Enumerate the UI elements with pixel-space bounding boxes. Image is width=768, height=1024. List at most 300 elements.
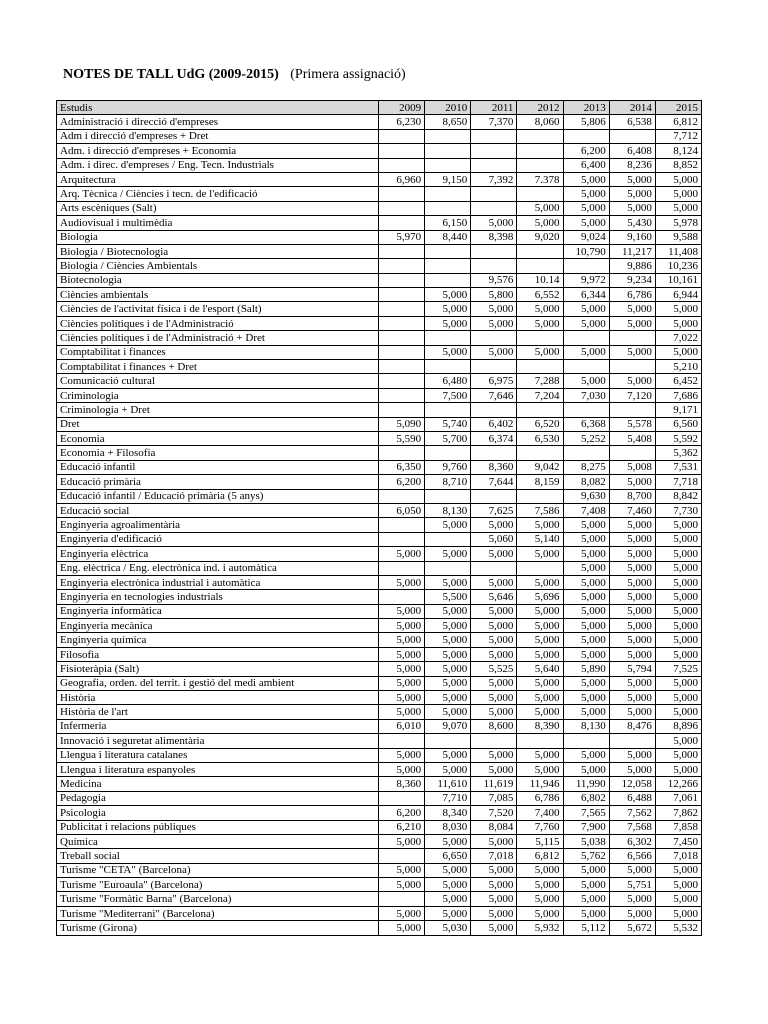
table-row (57, 230, 702, 244)
grade-cell: 5,000 (378, 921, 424, 935)
table-row (57, 647, 702, 661)
grade-cell: 5,890 (563, 662, 609, 676)
grade-cell (517, 244, 563, 258)
grade-cell: 5,000 (609, 187, 655, 201)
grade-cell (378, 446, 424, 460)
grade-cell: 5,000 (563, 604, 609, 618)
grade-cell: 5,000 (425, 604, 471, 618)
grade-cell: 6,200 (563, 144, 609, 158)
study-name-cell: Ciències polítiques i de l'Administració + Dret (57, 331, 379, 345)
grade-cell: 8,236 (609, 158, 655, 172)
grade-cell: 5,000 (471, 647, 517, 661)
study-name-cell: Dret (57, 417, 379, 431)
table-row (57, 273, 702, 287)
grade-cell: 6,050 (378, 503, 424, 517)
grade-cell: 9,160 (609, 230, 655, 244)
grade-cell: 5,000 (609, 532, 655, 546)
grade-cell: 5,000 (655, 172, 701, 186)
study-name-cell: Administració i direcció d'empreses (57, 115, 379, 129)
grade-cell (378, 561, 424, 575)
grade-cell: 5,000 (378, 676, 424, 690)
grade-cell: 11,408 (655, 244, 701, 258)
grade-cell: 5,000 (563, 345, 609, 359)
grade-cell (425, 273, 471, 287)
grade-cell: 5,000 (563, 906, 609, 920)
grade-cell: 5,592 (655, 431, 701, 445)
grade-cell: 9,042 (517, 460, 563, 474)
study-name-cell: Història de l'art (57, 705, 379, 719)
grade-cell: 5,740 (425, 417, 471, 431)
grade-cell: 5,000 (425, 575, 471, 589)
grade-cell: 6,350 (378, 460, 424, 474)
grade-cell (471, 360, 517, 374)
grade-cell (378, 590, 424, 604)
grade-cell: 7,562 (609, 806, 655, 820)
table-row (57, 691, 702, 705)
grade-cell: 7,392 (471, 172, 517, 186)
study-name-cell: Turisme "Euroaula" (Barcelona) (57, 878, 379, 892)
study-name-cell: Història (57, 691, 379, 705)
grade-cell: 5,000 (425, 834, 471, 848)
table-row (57, 748, 702, 762)
table-row (57, 705, 702, 719)
grade-cell: 5,000 (425, 906, 471, 920)
grade-cell (517, 158, 563, 172)
grade-cell (425, 144, 471, 158)
grade-cell: 6,200 (378, 475, 424, 489)
grade-cell (425, 360, 471, 374)
document-title-line (63, 67, 406, 83)
grade-cell: 7,061 (655, 791, 701, 805)
grade-cell: 5,000 (563, 619, 609, 633)
grade-cell (517, 561, 563, 575)
grade-cell: 5,000 (425, 547, 471, 561)
study-name-cell: Criminologia (57, 388, 379, 402)
grade-cell: 5,000 (471, 906, 517, 920)
grade-cell (378, 388, 424, 402)
grade-cell: 5,000 (609, 547, 655, 561)
grade-cell: 8,130 (563, 719, 609, 733)
grade-cell: 5,762 (563, 849, 609, 863)
grade-cell: 5,578 (609, 417, 655, 431)
study-name-cell: Arts escèniques (Salt) (57, 201, 379, 215)
grade-cell (378, 201, 424, 215)
table-row (57, 532, 702, 546)
grade-cell: 5,000 (609, 561, 655, 575)
grade-cell: 7,644 (471, 475, 517, 489)
grade-cell (378, 259, 424, 273)
grade-cell: 11,990 (563, 777, 609, 791)
grade-cell: 5,000 (517, 705, 563, 719)
column-header-year: 2012 (517, 101, 563, 115)
grade-cell: 10,790 (563, 244, 609, 258)
grade-cell: 8,275 (563, 460, 609, 474)
study-name-cell: Biologia (57, 230, 379, 244)
grade-cell: 6,802 (563, 791, 609, 805)
grade-cell: 9,588 (655, 230, 701, 244)
grade-cell: 5,000 (655, 878, 701, 892)
table-row (57, 503, 702, 517)
grade-cell: 7,525 (655, 662, 701, 676)
grade-cell: 5,000 (563, 561, 609, 575)
grade-cell: 5,000 (378, 878, 424, 892)
study-name-cell: Arq. Tècnica / Ciències i tecn. de l'edificació (57, 187, 379, 201)
grade-cell: 5,000 (517, 547, 563, 561)
grade-cell: 9,150 (425, 172, 471, 186)
grade-cell: 9,234 (609, 273, 655, 287)
grade-cell (425, 244, 471, 258)
study-name-cell: Enginyeria en tecnologies industrials (57, 590, 379, 604)
table-row (57, 345, 702, 359)
grade-cell: 5,978 (655, 216, 701, 230)
grade-cell: 5,000 (609, 201, 655, 215)
grade-cell: 5,000 (517, 892, 563, 906)
grade-cell: 6,944 (655, 288, 701, 302)
grade-cell: 5,000 (655, 633, 701, 647)
grade-cell (378, 216, 424, 230)
study-name-cell: Enginyeria química (57, 633, 379, 647)
grade-cell: 5,000 (471, 518, 517, 532)
grade-cell: 5,000 (563, 374, 609, 388)
grade-cell: 5,800 (471, 288, 517, 302)
grade-cell: 7.378 (517, 172, 563, 186)
grade-cell: 6,010 (378, 719, 424, 733)
grade-cell (609, 129, 655, 143)
grade-cell: 7,030 (563, 388, 609, 402)
grade-cell (425, 129, 471, 143)
study-name-cell: Ciències polítiques i de l'Administració (57, 316, 379, 330)
grade-cell: 8,124 (655, 144, 701, 158)
grade-cell: 5,000 (563, 172, 609, 186)
table-row (57, 518, 702, 532)
study-name-cell: Turisme "CETA" (Barcelona) (57, 863, 379, 877)
grade-cell: 5,000 (655, 201, 701, 215)
grade-cell: 5,030 (425, 921, 471, 935)
grade-cell: 5,700 (425, 431, 471, 445)
grade-cell: 7,408 (563, 503, 609, 517)
grade-cell: 5,000 (425, 762, 471, 776)
table-row (57, 849, 702, 863)
grade-cell: 5,000 (471, 345, 517, 359)
grade-cell: 5,000 (563, 575, 609, 589)
grade-cell: 7,565 (563, 806, 609, 820)
grade-cell: 6,560 (655, 417, 701, 431)
table-row (57, 676, 702, 690)
grade-cell: 5,252 (563, 431, 609, 445)
grade-cell: 8,360 (378, 777, 424, 791)
grade-cell: 5,590 (378, 431, 424, 445)
grade-cell (517, 489, 563, 503)
grade-cell: 6,452 (655, 374, 701, 388)
grade-cell: 6,650 (425, 849, 471, 863)
grade-cell: 9,886 (609, 259, 655, 273)
study-name-cell: Innovació i seguretat alimentària (57, 734, 379, 748)
grade-cell: 6,488 (609, 791, 655, 805)
table-row (57, 878, 702, 892)
grade-cell (378, 144, 424, 158)
grade-cell: 5,000 (517, 604, 563, 618)
study-name-cell: Turisme "Mediterrani" (Barcelona) (57, 906, 379, 920)
grade-cell: 8,852 (655, 158, 701, 172)
grade-cell (378, 331, 424, 345)
grade-cell (378, 734, 424, 748)
grade-cell: 5,000 (517, 575, 563, 589)
study-name-cell: Comunicació cultural (57, 374, 379, 388)
grade-cell: 5,000 (609, 374, 655, 388)
grade-cell: 5,000 (655, 345, 701, 359)
grade-cell: 5,000 (609, 590, 655, 604)
grade-cell: 5,408 (609, 431, 655, 445)
grade-cell: 5,000 (517, 302, 563, 316)
table-row (57, 921, 702, 935)
grade-cell: 5,000 (563, 633, 609, 647)
grade-cell (517, 144, 563, 158)
grade-cell: 5,000 (425, 878, 471, 892)
grade-cell: 5,000 (517, 878, 563, 892)
grade-cell (517, 446, 563, 460)
grade-cell: 5,000 (425, 748, 471, 762)
grade-cell (425, 259, 471, 273)
grade-cell (609, 734, 655, 748)
grade-cell: 5,140 (517, 532, 563, 546)
grade-cell: 6,530 (517, 431, 563, 445)
grade-cell: 5,000 (378, 547, 424, 561)
study-name-cell: Educació infantil / Educació primària (5 anys) (57, 489, 379, 503)
study-name-cell: Economia (57, 431, 379, 445)
grade-cell: 5,000 (609, 575, 655, 589)
grade-cell (563, 331, 609, 345)
grade-cell: 5,000 (378, 662, 424, 676)
grade-cell: 6,408 (609, 144, 655, 158)
grade-cell: 5,000 (378, 762, 424, 776)
grade-cell: 5,000 (517, 518, 563, 532)
table-row (57, 403, 702, 417)
study-name-cell: Comptabilitat i finances (57, 345, 379, 359)
table-row (57, 115, 702, 129)
grade-cell: 5,000 (378, 906, 424, 920)
grade-cell: 5,000 (609, 633, 655, 647)
grade-cell: 5,000 (563, 863, 609, 877)
grade-cell (471, 187, 517, 201)
grade-cell (517, 331, 563, 345)
table-row (57, 806, 702, 820)
grade-cell: 5,000 (563, 878, 609, 892)
table-row (57, 777, 702, 791)
table-row (57, 561, 702, 575)
study-name-cell: Fisioteràpia (Salt) (57, 662, 379, 676)
grade-cell: 7,730 (655, 503, 701, 517)
grade-cell: 5,806 (563, 115, 609, 129)
grade-cell: 6,520 (517, 417, 563, 431)
column-header-year: 2011 (471, 101, 517, 115)
study-name-cell: Llengua i literatura espanyoles (57, 762, 379, 776)
table-row (57, 604, 702, 618)
grade-cell: 5,000 (517, 633, 563, 647)
grade-cell: 6,786 (609, 288, 655, 302)
grade-cell: 5,000 (378, 575, 424, 589)
grade-cell: 11,946 (517, 777, 563, 791)
study-name-cell: Adm i direcció d'empreses + Dret (57, 129, 379, 143)
study-name-cell: Psicologia (57, 806, 379, 820)
grade-cell: 7,625 (471, 503, 517, 517)
grade-cell (471, 144, 517, 158)
grade-cell: 5,000 (378, 705, 424, 719)
grade-cell: 5,000 (517, 863, 563, 877)
grade-cell: 5,000 (609, 475, 655, 489)
study-name-cell: Medicina (57, 777, 379, 791)
grade-cell (517, 360, 563, 374)
grade-cell: 5,000 (655, 316, 701, 330)
header-row (57, 101, 702, 115)
grade-cell (378, 489, 424, 503)
grade-cell: 6,538 (609, 115, 655, 129)
grade-cell: 10.14 (517, 273, 563, 287)
grade-cell (471, 201, 517, 215)
grade-cell: 8,842 (655, 489, 701, 503)
study-name-cell: Turisme (Girona) (57, 921, 379, 935)
study-name-cell: Geografia, orden. del territ. i gestió del medi ambient (57, 676, 379, 690)
grade-cell: 7,858 (655, 820, 701, 834)
table-row (57, 719, 702, 733)
grade-cell (471, 158, 517, 172)
grade-cell: 5,000 (517, 762, 563, 776)
grade-cell: 5,000 (471, 762, 517, 776)
grade-cell: 6,344 (563, 288, 609, 302)
table-row (57, 475, 702, 489)
grade-cell (563, 360, 609, 374)
grade-cell (609, 331, 655, 345)
grade-cell: 7,018 (471, 849, 517, 863)
grade-cell: 5,000 (609, 345, 655, 359)
grade-cell: 5,000 (471, 748, 517, 762)
grade-cell: 5,000 (378, 863, 424, 877)
grade-cell: 6,480 (425, 374, 471, 388)
grade-cell: 5,115 (517, 834, 563, 848)
grade-cell: 5,000 (609, 647, 655, 661)
grade-cell: 5,000 (609, 892, 655, 906)
grade-cell (563, 129, 609, 143)
grade-cell: 7,862 (655, 806, 701, 820)
grade-cell: 9,972 (563, 273, 609, 287)
grade-cell (609, 446, 655, 460)
grade-cell: 5,000 (425, 647, 471, 661)
table-row (57, 762, 702, 776)
grade-cell: 5,000 (655, 691, 701, 705)
table-row (57, 489, 702, 503)
grade-cell: 5,000 (609, 518, 655, 532)
study-name-cell: Enginyeria d'edificació (57, 532, 379, 546)
grade-cell: 7,760 (517, 820, 563, 834)
grade-cell (563, 259, 609, 273)
grade-cell: 5,000 (563, 518, 609, 532)
grade-cell: 6,552 (517, 288, 563, 302)
grade-cell: 6,200 (378, 806, 424, 820)
grade-cell: 5,000 (563, 547, 609, 561)
grade-cell: 6,960 (378, 172, 424, 186)
grade-cell: 5,000 (655, 676, 701, 690)
grade-cell: 8,030 (425, 820, 471, 834)
grade-cell: 9,576 (471, 273, 517, 287)
table-row (57, 834, 702, 848)
grade-cell: 7,450 (655, 834, 701, 848)
grade-cell: 5,000 (563, 647, 609, 661)
grade-cell (425, 561, 471, 575)
grade-cell: 5,000 (517, 201, 563, 215)
grade-cell (378, 345, 424, 359)
grade-cell: 5,000 (655, 575, 701, 589)
grade-cell: 5,000 (655, 547, 701, 561)
grade-cell: 5,000 (471, 676, 517, 690)
grade-cell: 5,000 (609, 676, 655, 690)
study-name-cell: Audiovisual i multimèdia (57, 216, 379, 230)
grade-cell: 5,000 (471, 302, 517, 316)
grade-cell: 5,000 (378, 604, 424, 618)
grade-cell: 8,340 (425, 806, 471, 820)
grade-cell: 6,302 (609, 834, 655, 848)
column-header-year: 2009 (378, 101, 424, 115)
grade-cell: 8,440 (425, 230, 471, 244)
grade-cell: 5,000 (471, 863, 517, 877)
grade-cell (378, 187, 424, 201)
grade-cell: 5,646 (471, 590, 517, 604)
table-header (57, 101, 702, 115)
grade-cell: 5,000 (609, 316, 655, 330)
table-row (57, 388, 702, 402)
grade-cell: 5,000 (563, 187, 609, 201)
grade-cell: 5,000 (563, 201, 609, 215)
study-name-cell: Química (57, 834, 379, 848)
grade-cell: 5,000 (425, 518, 471, 532)
grade-cell: 5,000 (517, 748, 563, 762)
study-name-cell: Comptabilitat i finances + Dret (57, 360, 379, 374)
study-name-cell: Biologia / Ciències Ambientals (57, 259, 379, 273)
grade-cell (425, 532, 471, 546)
grade-cell: 8,476 (609, 719, 655, 733)
grade-cell: 5,008 (609, 460, 655, 474)
table-row (57, 259, 702, 273)
grade-cell: 7,400 (517, 806, 563, 820)
grade-cell: 7,520 (471, 806, 517, 820)
grade-cell: 5,000 (609, 748, 655, 762)
grade-cell: 12,266 (655, 777, 701, 791)
grade-cell: 5,000 (378, 647, 424, 661)
grade-cell: 9,070 (425, 719, 471, 733)
grade-cell: 5,000 (471, 892, 517, 906)
grade-cell: 5,000 (378, 619, 424, 633)
grade-cell: 9,020 (517, 230, 563, 244)
study-name-cell: Criminologia + Dret (57, 403, 379, 417)
grade-cell: 5,038 (563, 834, 609, 848)
grade-cell (378, 374, 424, 388)
grade-cell: 5,000 (609, 863, 655, 877)
grade-cell: 8,060 (517, 115, 563, 129)
grade-cell (425, 331, 471, 345)
study-name-cell: Biologia / Biotecnologia (57, 244, 379, 258)
grade-cell: 5,532 (655, 921, 701, 935)
grade-cell: 7,370 (471, 115, 517, 129)
table-row (57, 575, 702, 589)
table-row (57, 892, 702, 906)
grade-cell (517, 403, 563, 417)
grade-cell: 8,896 (655, 719, 701, 733)
grade-cell (378, 892, 424, 906)
table-row (57, 187, 702, 201)
grade-cell: 5,000 (655, 705, 701, 719)
grade-cell: 8,130 (425, 503, 471, 517)
table-row (57, 446, 702, 460)
grade-cell: 7,085 (471, 791, 517, 805)
grade-cell: 11,610 (425, 777, 471, 791)
